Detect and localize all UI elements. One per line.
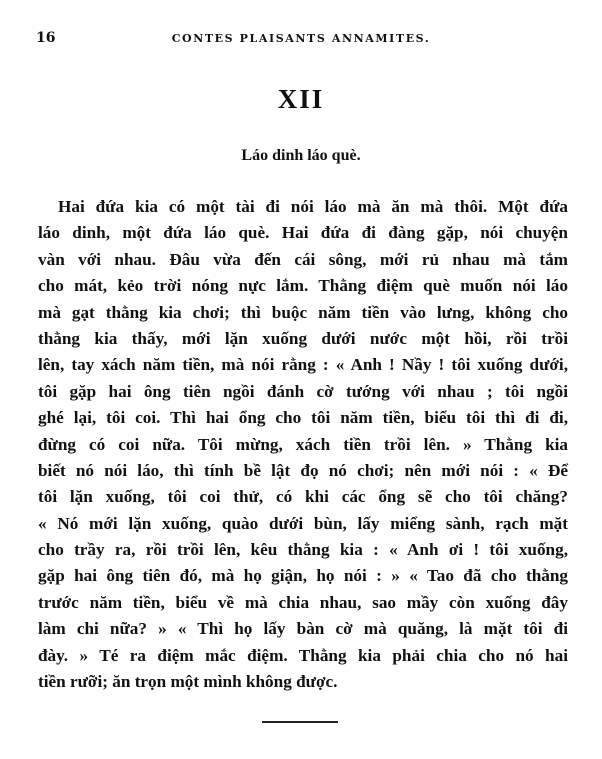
story-text — [38, 194, 568, 695]
text-line: láo dinh, một đứa láo què. Hai đứa đi đàng gặp, nói chuyện — [38, 223, 568, 243]
text-line: làm chi nữa? » « Thì họ lấy bàn cờ mà quăng, là mặt tôi đi — [38, 619, 568, 639]
text-line: cho mát, kẻo trời nóng nực lắm. Thằng điệm què muốn nói láo — [38, 276, 568, 296]
text-line: biết nó nói láo, thì tính bề lật đọ nó chơi; nên mới nói : « Để — [38, 460, 568, 480]
text-line: đày. » Té ra điệm mắc điệm. Thằng kia phải chia cho nó hai — [38, 645, 568, 665]
text-line: « Nó mới lặn xuống, quào dưới bùn, lấy miểng sành, rạch mặt — [38, 513, 568, 533]
text-line: tôi gặp hai ông tiên ngồi đánh cờ tướng với nhau ; tôi ngồi — [38, 381, 568, 401]
running-title: CONTES PLAISANTS ANNAMITES. — [171, 32, 431, 45]
text-line: Hai đứa kia có một tài đi nói láo mà ăn mà thôi. Một đứa — [58, 197, 568, 216]
text-line: thằng kia thấy, mới lặn xuống dưới nước một hồi, rồi trồi — [38, 328, 568, 348]
text-line: tôi lặn xuống, tôi coi thử, có khi các ổng sẽ cho tôi chăng? — [38, 487, 568, 507]
page-header — [36, 30, 566, 46]
end-rule — [262, 721, 338, 723]
text-line: gặp hai ông tiên đó, mà họ giận, họ nói : » « Tao đã cho thằng — [38, 566, 568, 586]
text-line: cho trầy ra, rồi trồi lên, kêu thằng kia : « Anh ơi ! tôi xuống, — [38, 540, 568, 560]
text-line: vàn với nhau. Đâu vừa đến cái sông, mới rủ nhau mà tắm — [38, 249, 568, 269]
page-number: 16 — [36, 30, 56, 46]
text-line: tiền rưỡi; ăn trọn một mình không được. — [38, 672, 338, 692]
text-line: mà gạt thằng kia chơi; thì buộc năm tiền vào lưng, không cho — [38, 302, 568, 322]
text-line: ghé lại, tôi coi. Thì hai ổng cho tôi năm tiền, biểu tôi thì đi đi, — [38, 408, 568, 428]
chapter-number: XII — [277, 84, 325, 114]
chapter-title: Láo dinh láo què. — [241, 147, 361, 164]
text-line: lên, tay xách năm tiền, mà nói rằng : « Anh ! Nầy ! tôi xuống dưới, — [38, 355, 568, 375]
text-line: đừng có coi nữa. Tôi mừng, xách tiền trồi lên. » Thằng kia — [38, 434, 568, 454]
text-line: trước năm tiền, biểu về mà chia nhau, sao mầy còn xuống đây — [38, 592, 568, 612]
